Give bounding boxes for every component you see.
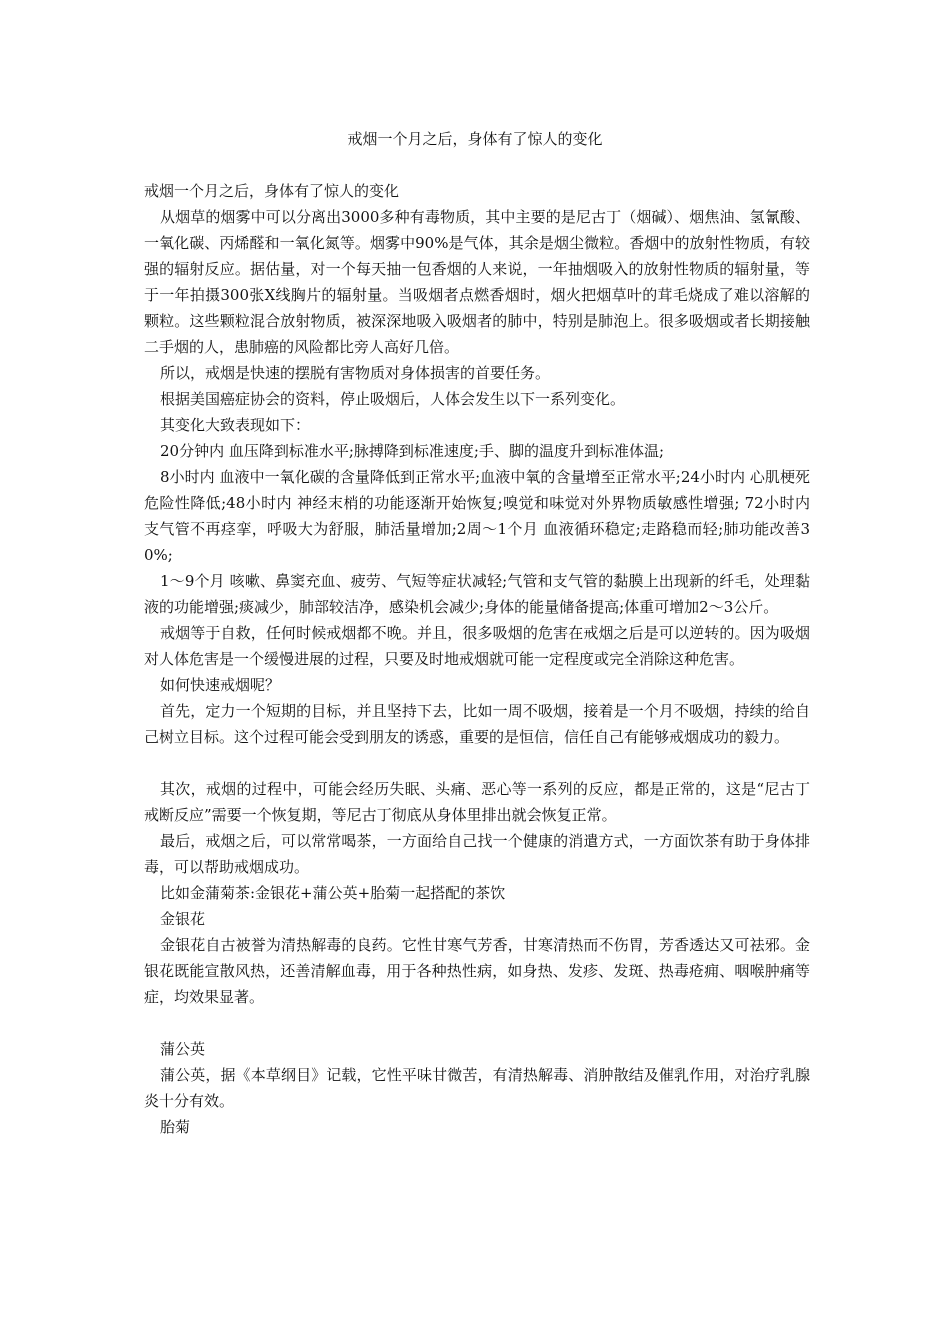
paragraph-quit-priority: 所以，戒烟是快速的摆脱有害物质对身体损害的首要任务。: [160, 364, 551, 382]
heading-honeysuckle: 金银花: [160, 910, 206, 928]
paragraph-never-too-late: 戒烟等于自救，任何时候戒烟都不晚。并且，很多吸烟的危害在戒烟之后是可以逆转的。因为吸烟对人体危害是一个缓慢进展的过程，只要及时地戒烟就可能一定程度或完全消除这种危害。: [144, 624, 810, 668]
paragraph-how-to-quit: 如何快速戒烟呢？: [160, 676, 281, 694]
paragraph-honeysuckle: 金银花自古被誉为清热解毒的良药。它性甘寒气芳香，甘寒清热而不伤胃，芳香透达又可祛邪。金银花既能宣散风热，还善清解血毒，用于各种热性病，如身热、发疹、发斑、热毒疮痈、咽喉肿痛等症，均效果显著。: [144, 936, 810, 1006]
paragraph-cancer-society: 根据美国癌症协会的资料，停止吸烟后，人体会发生以下一系列变化。: [160, 390, 626, 408]
document-title: 戒烟一个月之后，身体有了惊人的变化: [347, 130, 603, 148]
paragraph-tea-example: 比如金蒲菊茶:金银花+蒲公英+胎菊一起搭配的茶饮: [160, 884, 506, 902]
document-body: [144, 178, 810, 1140]
paragraph-20-minutes: 20分钟内 血压降到标准水平;脉搏降到标准速度;手、脚的温度升到标准体温;: [160, 442, 665, 460]
article-heading: 戒烟一个月之后，身体有了惊人的变化: [144, 182, 400, 200]
paragraph-second-step: 其次，戒烟的过程中，可能会经历失眠、头痛、恶心等一系列的反应，都是正常的，这是“尼古丁戒断反应”需要一个恢复期，等尼古丁彻底从身体里排出就会恢复正常。: [144, 780, 810, 824]
paragraph-smoke-toxins: 从烟草的烟雾中可以分离出3000多种有毒物质，其中主要的是尼古丁（烟碱）、烟焦油、氢氰酸、一氧化碳、丙烯醛和一氧化氮等。烟雾中90%是气体，其余是烟尘微粒。香烟中的放射性物质，有较强的辐射反应。据估量，对一个每天抽一包香烟的人来说，一年抽烟吸入的放射性物质的辐射量，等于一年拍摄300张X线胸片的辐射量。当吸烟者点燃香烟时，烟火把烟草叶的茸毛烧成了难以溶解的颗粒。这些颗粒混合放射物质，被深深地吸入吸烟者的肺中，特别是肺泡上。很多吸烟或者长期接触二手烟的人，患肺癌的风险都比旁人高好几倍。: [144, 208, 810, 356]
paragraph-1-9-months: 1～9个月 咳嗽、鼻窦充血、疲劳、气短等症状减轻;气管和支气管的黏膜上出现新的纤毛，处理黏液的功能增强;痰减少，肺部较洁净，感染机会减少;身体的能量储备提高;体重可增加2～3公斤。: [144, 572, 810, 616]
heading-chrysanthemum: 胎菊: [160, 1118, 191, 1136]
paragraph-changes-intro: 其变化大致表现如下：: [160, 416, 311, 434]
heading-dandelion: 蒲公英: [160, 1040, 206, 1058]
blank-line: [144, 1010, 810, 1036]
paragraph-8-hours: 8小时内 血液中一氧化碳的含量降低到正常水平;血液中氧的含量增至正常水平;24小时内 心肌梗死危险性降低;48小时内 神经末梢的功能逐渐开始恢复;嗅觉和味觉对外界物质敏感性增强; 72小时内 支气管不再痉挛，呼吸大为舒服，肺活量增加;2周～1个月 血液循环稳定;走路稳而轻;肺功能改善30%;: [144, 468, 810, 564]
paragraph-final-step: 最后，戒烟之后，可以常常喝茶，一方面给自己找一个健康的消遣方式，一方面饮茶有助于身体排毒，可以帮助戒烟成功。: [144, 832, 810, 876]
paragraph-dandelion: 蒲公英，据《本草纲目》记载，它性平味甘微苦，有清热解毒、消肿散结及催乳作用，对治疗乳腺炎十分有效。: [144, 1066, 810, 1110]
paragraph-first-step: 首先，定力一个短期的目标，并且坚持下去，比如一周不吸烟，接着是一个月不吸烟，持续的给自己树立目标。这个过程可能会受到朋友的诱惑，重要的是恒信，信任自己有能够戒烟成功的毅力。: [144, 702, 810, 746]
blank-line: [144, 750, 810, 776]
